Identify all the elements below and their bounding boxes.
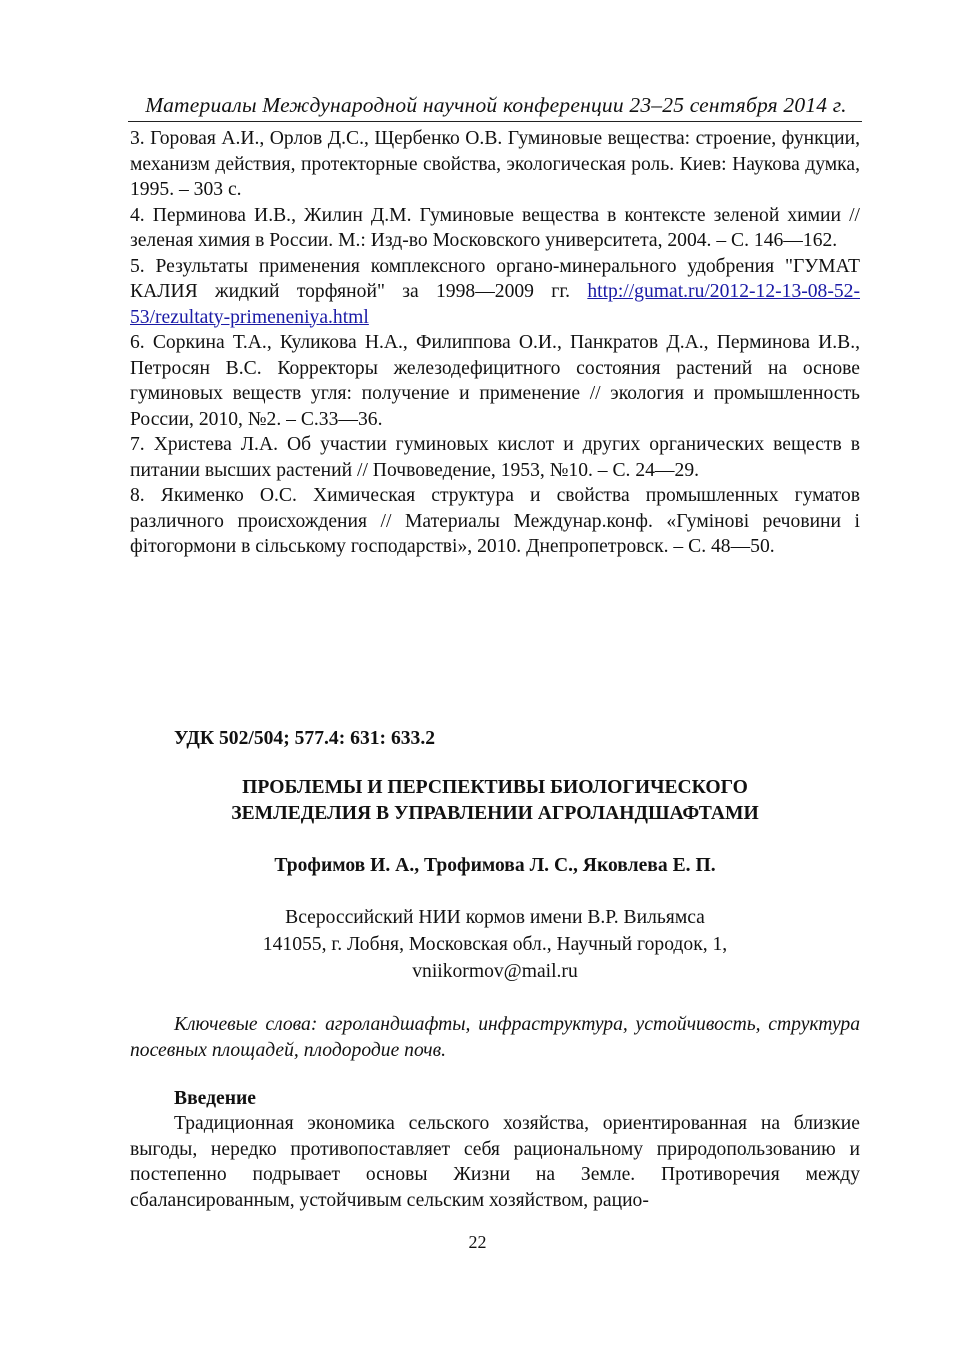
reference-item-4 <box>130 203 860 254</box>
section-heading-introduction: Введение <box>174 1088 256 1109</box>
article-title-line: ЗЕМЛЕДЕЛИЯ В УПРАВЛЕНИИ АГРОЛАНДШАФТАМИ <box>231 803 759 824</box>
article-title-line: ПРОБЛЕМЫ И ПЕРСПЕКТИВЫ БИОЛОГИЧЕСКОГО <box>242 777 748 798</box>
reference-item-5 <box>130 254 860 331</box>
reference-item-8 <box>130 483 860 560</box>
reference-item-6 <box>130 330 860 432</box>
article-title <box>130 775 860 827</box>
article-keywords: Ключевые слова: агроландшафты, инфраструктура, устойчивость, структура посевных площадей, плодородие почв. <box>130 1014 860 1061</box>
affiliation-email: vniikormov@mail.ru <box>412 961 578 982</box>
udc-code: УДК 502/504; 577.4: 631: 633.2 <box>174 728 436 749</box>
page-number: 22 <box>468 1232 487 1252</box>
reference-text: 7. Христева Л.А. Об участии гуминовых кислот и других органических веществ в питании высших растений // Почвоведение, 1953, №10. – С. 24—29. <box>130 434 860 481</box>
reference-text: 8. Якименко О.С. Химическая структура и свойства промышленных гуматов различного происхождения // Материалы Междунар.конф. «Гумінові речовини і фітогормони в сільському господарстві», 2010. Днепропетровск. – С. 48—50. <box>130 485 860 557</box>
running-header: Материалы Международной научной конференции 23–25 сентября 2014 г. <box>145 93 847 117</box>
reference-link[interactable]: http://gumat.ru/2012-12-13-08-52-53/rezultaty-primeneniya.html <box>130 281 860 328</box>
reference-list <box>130 126 860 560</box>
reference-text: 4. Перминова И.В., Жилин Д.М. Гуминовые вещества в контексте зеленой химии // зеленая химия в России. М.: Изд-во Московского университета, 2004. – С. 146—162. <box>130 204 860 251</box>
reference-item-7 <box>130 432 860 483</box>
article-authors: Трофимов И. А., Трофимова Л. С., Яковлева Е. П. <box>274 855 716 876</box>
affiliation-address: 141055, г. Лобня, Московская обл., Научный городок, 1, <box>262 934 728 955</box>
reference-text: 5. Результаты применения комплексного органо-минерального удобрения "ГУМАТ КАЛИЯ жидкий торфяной" за 1998—2009 гг. <box>130 255 860 302</box>
reference-text: 3. Горовая А.И., Орлов Д.С., Щербенко О.В. Гуминовые вещества: строение, функции, механизм действия, протекторные свойства, экологическая роль. Киев: Наукова думка, 1995. – 303 с. <box>130 128 860 200</box>
author-affiliation <box>130 904 860 985</box>
header-divider <box>128 121 862 122</box>
reference-text: 6. Соркина Т.А., Куликова Н.А., Филиппова О.И., Панкратов Д.А., Перминова И.В., Петросян В.С. Корректоры железодефицитного состояния растений на основе гуминовых веществ угля: получение и применение // экология и промышленность России, 2010, №2. – С.33—36. <box>130 332 860 430</box>
affiliation-institute: Всероссийский НИИ кормов имени В.Р. Вильямса <box>285 907 705 928</box>
introduction-paragraph: Традиционная экономика сельского хозяйства, ориентированная на близкие выгоды, нередко противопоставляет себя рациональному природопользованию и постепенно подрывает основы Жизни на Земле. Противоречия между сбалансированным, устойчивым сельским хозяйством, рацио- <box>130 1113 860 1211</box>
reference-item-3 <box>130 126 860 203</box>
